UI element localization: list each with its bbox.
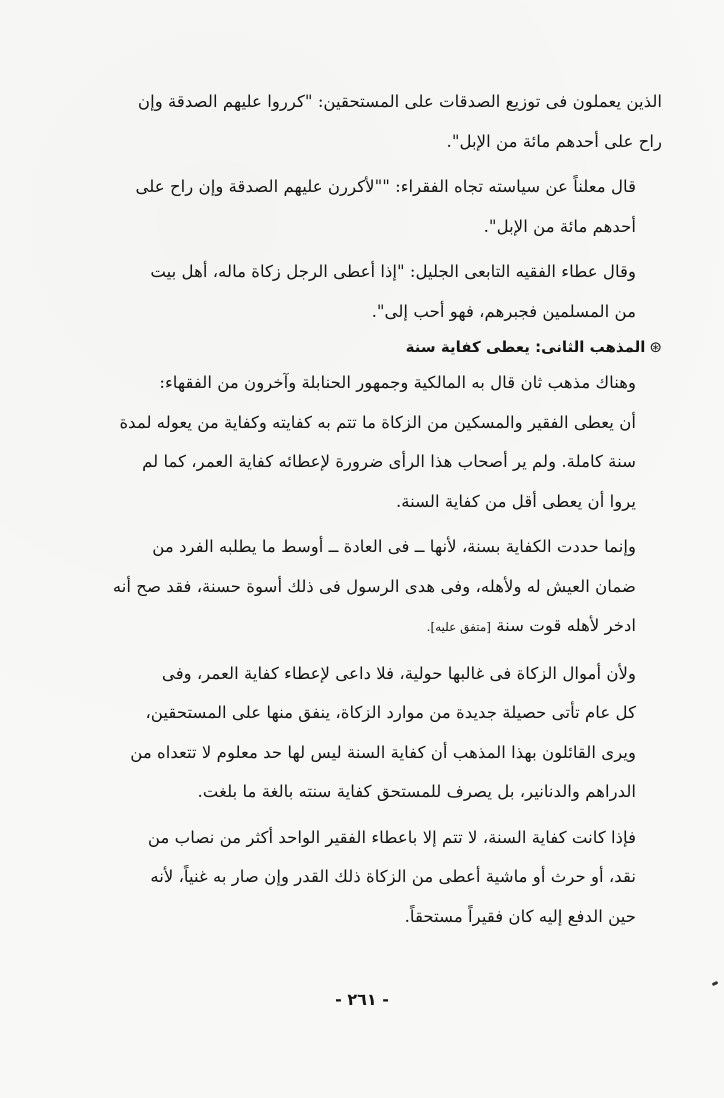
text-line-content: ادخر لأهله قوت سنة <box>496 616 636 635</box>
paragraph-6 <box>62 654 662 812</box>
heading-text: المذهب الثانى: يعطى كفاية سنة <box>405 338 646 356</box>
paragraph-7 <box>62 818 662 937</box>
text-line: وإنما حددت الكفاية بسنة، لأنها ــ فى العادة ــ أوسط ما يطلبه الفرد من <box>152 537 636 556</box>
text-line: من المسلمين فجبرهم، فهو أحب إلى". <box>371 301 636 321</box>
paragraph-3 <box>62 252 662 331</box>
text-line: الدراهم والدنانير، بل يصرف للمستحق كفاية سنته بالغة ما بلغت. <box>197 782 636 801</box>
text-line: كل عام تأتى حصيلة جديدة من موارد الزكاة، ينفق منها على المستحقين، <box>145 703 636 722</box>
text-line: الذين يعملون فى توزيع الصدقات على المستحقين: "كرروا عليهم الصدقة وإن <box>137 92 662 111</box>
text-line: سنة كاملة. ولم ير أصحاب هذا الرأى ضرورة لإعطائه كفاية العمر، كما لم <box>142 452 636 471</box>
bullet-icon: ⊛ <box>649 338 662 356</box>
text-line: حين الدفع إليه كان فقيراً مستحقاً. <box>404 906 636 926</box>
text-line: نقد، أو حرث أو ماشية أعطى من الزكاة ذلك القدر وإن صار به غنياً، لأنه <box>150 867 636 886</box>
text-line <box>62 606 662 648</box>
text-line: قال معلناً عن سياسته تجاه الفقراء: ""لأكررن عليهم الصدقة وإن راح على <box>135 177 636 196</box>
text-line: أحدهم مائة من الإبل". <box>483 216 636 236</box>
paragraph-1 <box>62 82 662 161</box>
paragraph-4 <box>62 363 662 521</box>
section-heading <box>62 331 662 363</box>
text-line: ويرى القائلون بهذا المذهب أن كفاية السنة ليس لها حد معلوم لا تتعداه من <box>130 742 636 762</box>
paragraph-5 <box>62 527 662 648</box>
paragraph-2 <box>62 167 662 246</box>
text-line: ضمان العيش له ولأهله، وفى هدى الرسول فى ذلك أسوة حسنة، فقد صح أنه <box>112 576 636 596</box>
text-line: يروا أن يعطى أقل من كفاية السنة. <box>395 491 636 511</box>
body-text <box>62 82 662 936</box>
text-line: فإذا كانت كفاية السنة، لا تتم إلا باعطاء الفقير الواحد أكثر من نصاب من <box>147 827 636 847</box>
text-line: وهناك مذهب ثان قال به المالكية وجمهور الحنابلة وآخرون من الفقهاء: <box>159 373 636 392</box>
text-line: راح على أحدهم مائة من الإبل". <box>446 131 662 151</box>
citation: [متفق عليه]. <box>426 620 491 634</box>
text-line: أن يعطى الفقير والمسكين من الزكاة ما تتم به كفايته وكفاية من يعوله لمدة <box>119 412 636 432</box>
scan-speck <box>712 981 719 986</box>
text-line: ولأن أموال الزكاة فى غالبها حولية، فلا داعى لإعطاء كفاية العمر، وفى <box>161 663 636 683</box>
page-number: - ٢٦١ - <box>335 990 389 1009</box>
text-line: وقال عطاء الفقيه التابعى الجليل: "إذا أعطى الرجل زكاة ماله، أهل بيت <box>150 262 636 281</box>
